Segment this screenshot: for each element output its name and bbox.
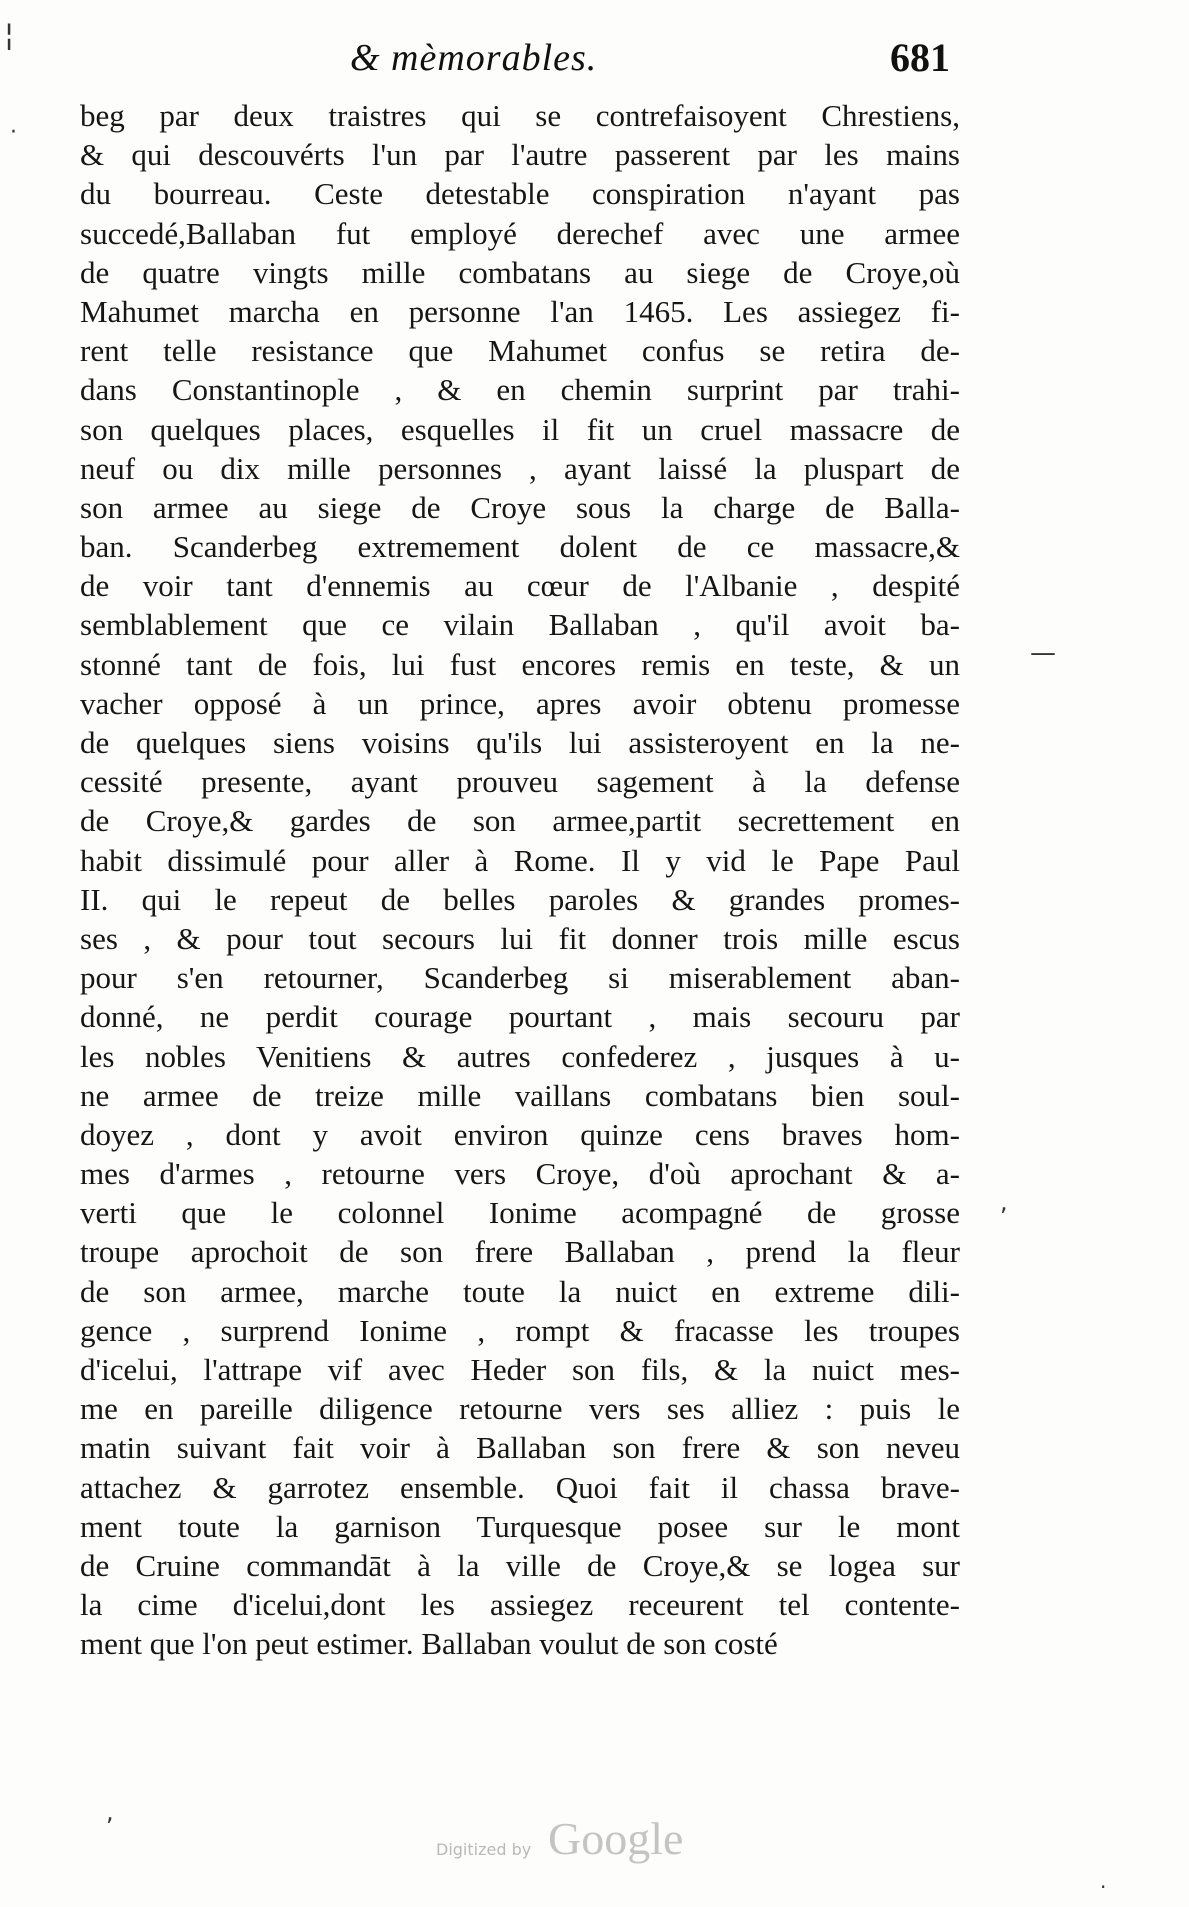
text-line: neuf ou dix mille personnes , ayant laissé la pluspart de [80, 450, 960, 486]
text-line: attachez & garrotez ensemble. Quoi fait il chassa brave- [80, 1469, 960, 1505]
text-line: beg par deux traistres qui se contrefaisoyent Chrestiens, [80, 98, 960, 133]
page-number: 681 [890, 35, 950, 80]
text-line: dans Constantinople , & en chemin surprint par trahi- [80, 372, 960, 408]
digitization-watermark [436, 1810, 756, 1870]
text-line: & qui descouvérts l'un par l'autre passerent par les mains [80, 137, 960, 173]
text-line: ses , & pour tout secours lui fit donner trois mille escus [80, 920, 960, 956]
google-logo: Google [548, 1813, 684, 1864]
margin-mark-left: · [10, 120, 17, 145]
margin-dash-right: — [1030, 638, 1056, 668]
text-line: la cime d'icelui,dont les assiegez receurent tel contente- [80, 1587, 960, 1623]
text-line: son armee au siege de Croye sous la charge de Balla- [80, 489, 960, 525]
text-line: les nobles Venitiens & autres confederez , jusques à u- [80, 1038, 960, 1074]
text-line: vacher opposé à un prince, apres avoir obtenu promesse [80, 685, 960, 721]
text-line: son quelques places, esquelles il fit un cruel massacre de [80, 411, 960, 447]
body-text [80, 96, 960, 1664]
text-line: de son armee, marche toute la nuict en extreme dili- [80, 1273, 960, 1309]
text-line: ment que l'on peut estimer. Ballaban voulut de son costé [80, 1626, 778, 1662]
text-line: cessité presente, ayant prouveu sagement à la defense [80, 764, 960, 800]
text-line: doyez , dont y avoit environ quinze cens braves hom- [80, 1116, 960, 1152]
text-line: rent telle resistance que Mahumet confus se retira de- [80, 333, 960, 369]
text-line: donné, ne perdit courage pourtant , mais secouru par [80, 999, 960, 1035]
text-line: semblablement que ce vilain Ballaban , qu'il avoit ba- [80, 607, 960, 643]
margin-mark-bottom-left: , [106, 1798, 114, 1826]
text-line: stonné tant de fois, lui fust encores remis en teste, & un [80, 646, 960, 682]
digitized-by-label: Digitized by [436, 1840, 532, 1859]
text-line: succedé,Ballaban fut employé derechef avec une armee [80, 215, 960, 251]
text-line: troupe aprochoit de son frere Ballaban , prend la fleur [80, 1234, 960, 1270]
text-line: du bourreau. Ceste detestable conspiration n'ayant pas [80, 176, 960, 212]
text-line: de Croye,& gardes de son armee,partit secrettement en [80, 803, 960, 839]
text-line: Mahumet marcha en personne l'an 1465. Les assiegez fi- [80, 293, 960, 329]
margin-mark-bottom-right: · [1100, 1875, 1107, 1899]
text-line: II. qui le repeut de belles paroles & grandes promes- [80, 881, 960, 917]
margin-mark-top-left: ¦ [4, 18, 15, 53]
text-line: me en pareille diligence retourne vers ses alliez : puis le [80, 1391, 960, 1427]
text-line: mes d'armes , retourne vers Croye, d'où aprochant & a- [80, 1156, 960, 1192]
text-line: de quatre vingts mille combatans au siege de Croye,où [80, 254, 960, 290]
text-line: matin suivant fait voir à Ballaban son frere & son neveu [80, 1430, 960, 1466]
text-line: ne armee de treize mille vaillans combatans bien soul- [80, 1077, 960, 1113]
text-line: d'icelui, l'attrape vif avec Heder son fils, & la nuict mes- [80, 1352, 960, 1387]
text-line: de quelques siens voisins qu'ils lui assisteroyent en la ne- [80, 725, 960, 760]
text-line: habit dissimulé pour aller à Rome. Il y vid le Pape Paul [80, 842, 960, 878]
running-head: & mèmorables. [350, 37, 598, 79]
text-line: pour s'en retourner, Scanderbeg si miserablement aban- [80, 960, 960, 996]
text-line: gence , surprend Ionime , rompt & fracasse les troupes [80, 1312, 960, 1348]
text-line: ment toute la garnison Turquesque posee sur le mont [80, 1508, 960, 1544]
text-line: de Cruine commandāt à la ville de Croye,& se logea sur [80, 1547, 960, 1583]
text-line: verti que le colonnel Ionime acompagné de grosse [80, 1195, 960, 1231]
text-line: ban. Scanderbeg extremement dolent de ce massacre,& [80, 529, 960, 565]
text-line: de voir tant d'ennemis au cœur de l'Albanie , despité [80, 568, 960, 604]
margin-comma-right: , [1000, 1188, 1008, 1216]
page-header [80, 32, 950, 92]
